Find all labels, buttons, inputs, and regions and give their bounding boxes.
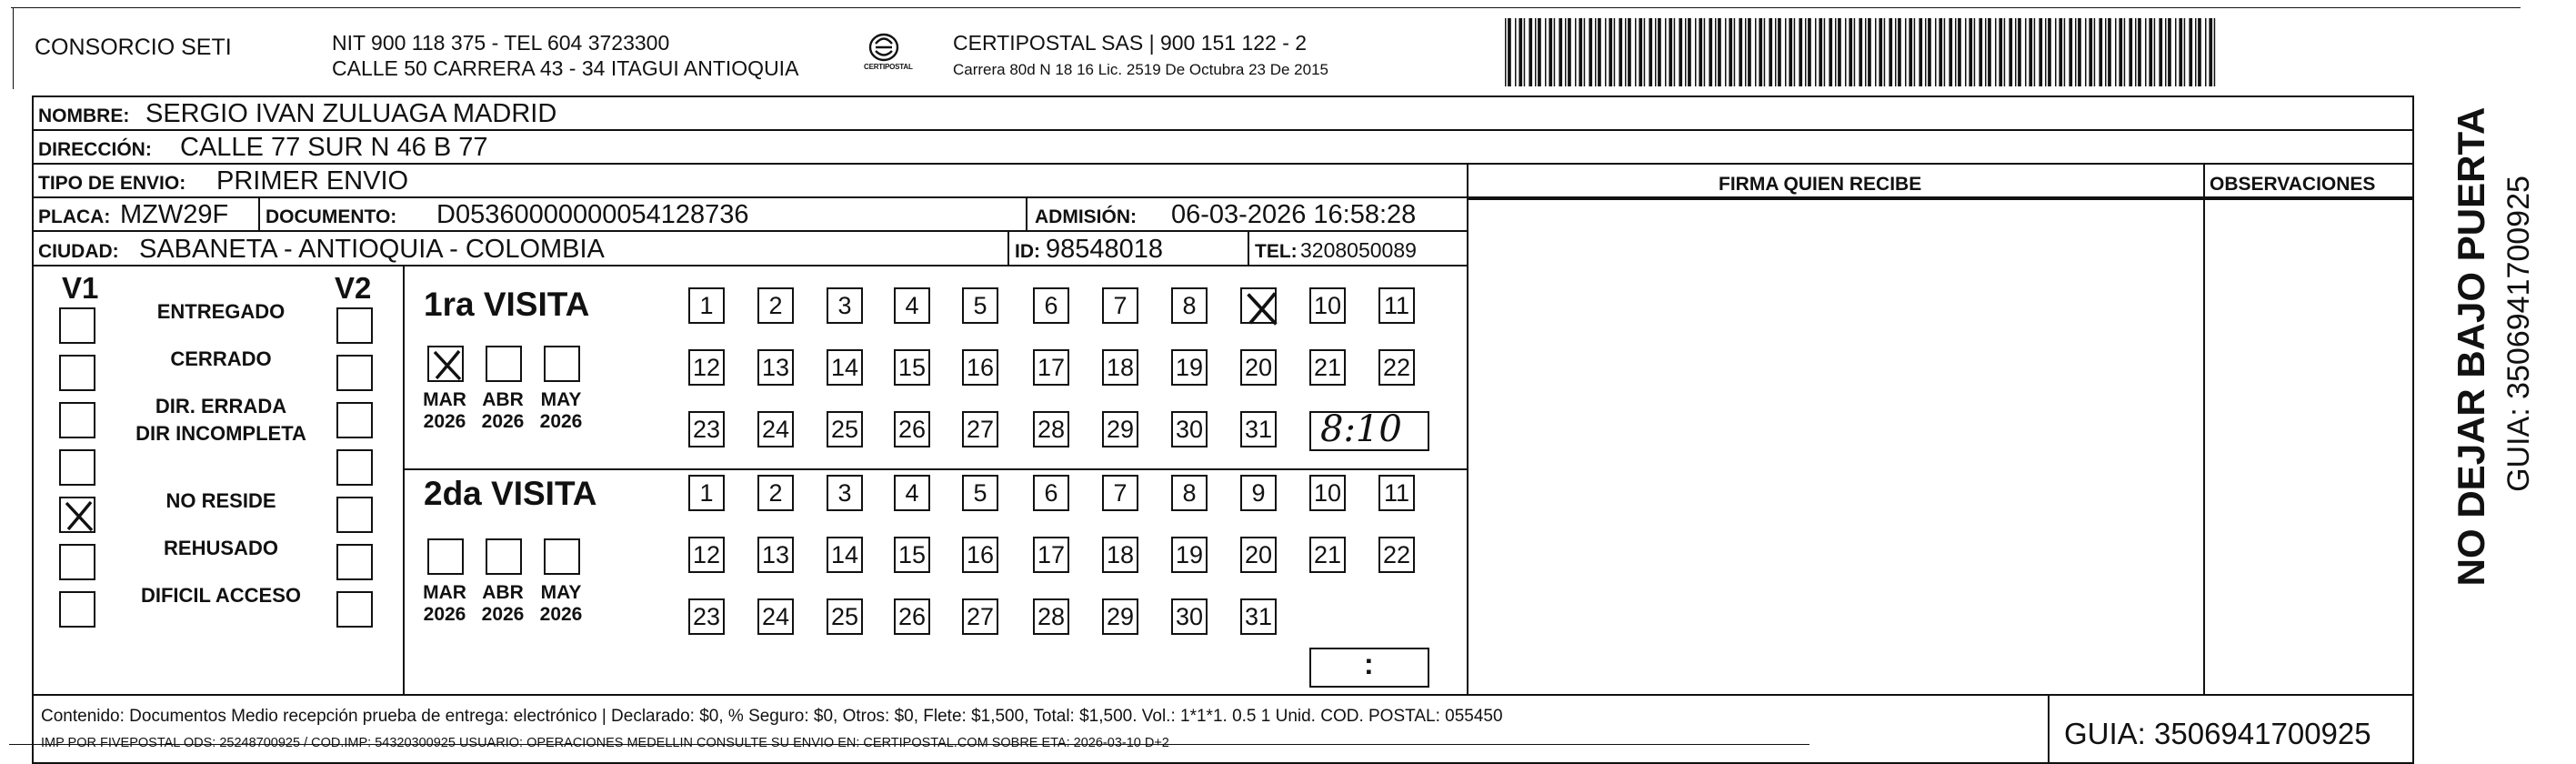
v1-checkbox[interactable]	[59, 591, 95, 628]
tipo-envio-value: PRIMER ENVIO	[216, 166, 409, 196]
day-checkbox[interactable]: 17	[1033, 349, 1069, 386]
day-checkbox[interactable]: 25	[827, 411, 863, 447]
day-checkbox[interactable]: 5	[962, 475, 998, 511]
barcode-bar	[2175, 18, 2177, 86]
barcode	[1505, 18, 2232, 86]
month-checkbox[interactable]	[427, 346, 464, 382]
barcode-bar	[1969, 18, 1972, 86]
barcode-bar	[1914, 18, 1916, 86]
barcode-bar	[1655, 18, 1657, 86]
v2-checkbox[interactable]	[336, 355, 373, 391]
barcode-bar	[1925, 18, 1927, 86]
second-visit-title: 2da VISITA	[424, 475, 597, 512]
documento-value: D05360000000054128736	[436, 200, 749, 229]
barcode-bar	[1995, 18, 1997, 86]
day-checkbox[interactable]: 2	[757, 475, 794, 511]
barcode-bar	[1554, 18, 1556, 86]
barcode-bar	[2004, 18, 2006, 86]
barcode-bar	[1549, 18, 1552, 86]
day-checkbox[interactable]: 18	[1102, 349, 1138, 386]
status-reason-label: DIR INCOMPLETA	[135, 422, 306, 445]
x-mark-icon	[1242, 289, 1282, 329]
barcode-bar	[2099, 18, 2102, 86]
v2-checkbox[interactable]	[336, 591, 373, 628]
barcode-bar	[1965, 18, 1967, 86]
day-checkbox[interactable]: 9	[1240, 475, 1277, 511]
direccion-label: DIRECCIÓN:	[38, 139, 152, 160]
v2-checkbox[interactable]	[336, 402, 373, 438]
month-label: MAR 2026	[423, 582, 466, 626]
barcode-bar	[2129, 18, 2132, 86]
barcode-bar	[1505, 18, 1507, 86]
status-reason-label: NO RESIDE	[165, 489, 276, 512]
v2-checkbox[interactable]	[336, 544, 373, 580]
day-checkbox[interactable]: 21	[1309, 349, 1346, 386]
day-checkbox[interactable]: 26	[894, 411, 930, 447]
v1-checkbox[interactable]	[59, 449, 95, 486]
nombre-label: NOMBRE:	[38, 106, 130, 126]
barcode-bar	[1529, 18, 1532, 86]
month-checkbox[interactable]	[427, 538, 464, 575]
barcode-bar	[1909, 18, 1912, 86]
ciudad-label: CIUDAD:	[38, 241, 119, 262]
barcode-bar	[1669, 18, 1672, 86]
barcode-bar	[1745, 18, 1747, 86]
barcode-bar	[1665, 18, 1667, 86]
day-checkbox[interactable]: 23	[688, 598, 725, 635]
day-checkbox[interactable]: 17	[1033, 537, 1069, 573]
v1-checkbox[interactable]	[59, 307, 95, 344]
barcode-bar	[1658, 18, 1661, 86]
day-checkbox[interactable]: 6	[1033, 475, 1069, 511]
footer-guia: GUIA: 3506941700925	[2064, 717, 2371, 750]
barcode-bar	[1808, 18, 1811, 86]
day-checkbox[interactable]: 10	[1309, 287, 1346, 324]
barcode-bar	[1755, 18, 1757, 86]
v2-checkbox[interactable]	[336, 497, 373, 533]
barcode-bar	[2029, 18, 2032, 86]
first-visit-time: 8:10	[1320, 408, 1402, 450]
barcode-bar	[1789, 18, 1792, 86]
barcode-bar	[1535, 18, 1537, 86]
day-checkbox[interactable]: 21	[1309, 537, 1346, 573]
barcode-bar	[2039, 18, 2042, 86]
day-checkbox[interactable]: 10	[1309, 475, 1346, 511]
barcode-bar	[1579, 18, 1582, 86]
day-checkbox[interactable]: 3	[827, 287, 863, 324]
barcode-bar	[1955, 18, 1957, 86]
day-checkbox[interactable]: 16	[962, 349, 998, 386]
barcode-bar	[1685, 18, 1687, 86]
status-reason-label: DIR. ERRADA	[155, 395, 287, 417]
barcode-bar	[1674, 18, 1676, 86]
barcode-bar	[1704, 18, 1706, 86]
barcode-bar	[2069, 18, 2072, 86]
barcode-bar	[2018, 18, 2021, 86]
barcode-bar	[1725, 18, 1727, 86]
barcode-bar	[1538, 18, 1541, 86]
barcode-bar	[1884, 18, 1886, 86]
v1-label: V1	[62, 271, 99, 305]
day-checkbox[interactable]: 19	[1171, 349, 1208, 386]
direccion-value: CALLE 77 SUR N 46 B 77	[180, 133, 488, 162]
barcode-bar	[2059, 18, 2062, 86]
admision-label: ADMISIÓN:	[1035, 206, 1137, 227]
barcode-bar	[1575, 18, 1577, 86]
day-checkbox[interactable]: 13	[757, 537, 794, 573]
day-checkbox[interactable]: 26	[894, 598, 930, 635]
barcode-bar	[2124, 18, 2126, 86]
day-checkbox[interactable]: 15	[894, 537, 930, 573]
v1-checkbox[interactable]	[59, 544, 95, 580]
barcode-bar	[1985, 18, 1987, 86]
barcode-bar	[2179, 18, 2182, 86]
barcode-bar	[1729, 18, 1732, 86]
barcode-bar	[2075, 18, 2077, 86]
barcode-bar	[1644, 18, 1646, 86]
barcode-bar	[2048, 18, 2051, 86]
barcode-bar	[1794, 18, 1796, 86]
nombre-value: SERGIO IVAN ZULUAGA MADRID	[145, 99, 557, 128]
barcode-bar	[1875, 18, 1877, 86]
barcode-bar	[2135, 18, 2137, 86]
barcode-bar	[1605, 18, 1607, 86]
day-checkbox[interactable]: 16	[962, 537, 998, 573]
day-checkbox[interactable]: 25	[827, 598, 863, 635]
barcode-bar	[1919, 18, 1922, 86]
day-checkbox[interactable]	[1240, 287, 1277, 324]
barcode-bar	[1584, 18, 1586, 86]
header	[0, 0, 2576, 96]
day-checkbox[interactable]: 14	[827, 349, 863, 386]
barcode-bar	[1829, 18, 1832, 86]
footer-line2: IMP POR FIVEPOSTAL ODS: 25248700925 / COD.IMP: 54320300925 USUARIO: OPERACIONES MEDELLIN CONSULTE SU ENVIO EN: CERTIPOSTAL.COM SOBRE ETA: 2026-03-10 D+2	[41, 736, 1169, 750]
barcode-bar	[2165, 18, 2167, 86]
day-checkbox[interactable]: 24	[757, 411, 794, 447]
certipostal-line1: CERTIPOSTAL SAS | 900 151 122 - 2	[953, 31, 1308, 55]
second-visit-time: :	[1364, 648, 1374, 680]
barcode-bar	[1715, 18, 1717, 86]
barcode-bar	[2034, 18, 2036, 86]
day-checkbox[interactable]: 4	[894, 287, 930, 324]
v1-checkbox[interactable]	[59, 497, 95, 533]
month-checkbox[interactable]	[544, 538, 580, 575]
barcode-bar	[1639, 18, 1642, 86]
certipostal-logo	[857, 29, 911, 79]
barcode-bar	[2108, 18, 2111, 86]
barcode-bar	[2119, 18, 2122, 86]
barcode-bar	[2168, 18, 2171, 86]
day-checkbox[interactable]: 28	[1033, 411, 1069, 447]
v1-checkbox[interactable]	[59, 402, 95, 438]
barcode-bar	[1944, 18, 1946, 86]
barcode-bar	[1759, 18, 1762, 86]
barcode-bar	[1815, 18, 1817, 86]
day-checkbox[interactable]: 30	[1171, 598, 1208, 635]
barcode-bar	[1889, 18, 1892, 86]
address-line: CALLE 50 CARRERA 43 - 34 ITAGUI ANTIOQUIA	[332, 56, 799, 80]
month-label: ABR 2026	[481, 582, 525, 626]
certipostal-line2: Carrera 80d N 18 16 Lic. 2519 De Octubra 23 De 2015	[953, 61, 1328, 78]
logo-text: CERTIPOSTAL	[864, 63, 913, 71]
day-checkbox[interactable]: 30	[1171, 411, 1208, 447]
month-label: MAY 2026	[539, 582, 583, 626]
barcode-bar	[2064, 18, 2066, 86]
barcode-bar	[1835, 18, 1837, 86]
v2-label: V2	[335, 271, 372, 305]
barcode-bar	[1824, 18, 1826, 86]
barcode-bar	[2045, 18, 2047, 86]
observaciones-header: OBSERVACIONES	[2210, 174, 2376, 195]
barcode-bar	[1614, 18, 1616, 86]
barcode-bar	[1619, 18, 1622, 86]
barcode-bar	[1775, 18, 1777, 86]
barcode-bar	[1625, 18, 1627, 86]
barcode-bar	[2184, 18, 2186, 86]
barcode-bar	[1949, 18, 1952, 86]
barcode-bar	[1805, 18, 1807, 86]
placa-label: PLACA:	[38, 206, 111, 227]
month-checkbox[interactable]	[486, 346, 522, 382]
barcode-bar	[2149, 18, 2152, 86]
day-checkbox[interactable]: 29	[1102, 598, 1138, 635]
barcode-bar	[1609, 18, 1612, 86]
x-mark-icon	[429, 347, 466, 384]
barcode-bar	[2209, 18, 2212, 86]
barcode-bar	[1679, 18, 1682, 86]
month-label: ABR 2026	[481, 389, 525, 433]
day-checkbox[interactable]: 11	[1378, 475, 1415, 511]
barcode-bar	[1898, 18, 1901, 86]
day-checkbox[interactable]: 11	[1378, 287, 1415, 324]
day-checkbox[interactable]: 29	[1102, 411, 1138, 447]
id-value: 98548018	[1046, 235, 1164, 264]
x-mark-icon	[61, 498, 97, 535]
barcode-bar	[2198, 18, 2201, 86]
barcode-bar	[1519, 18, 1522, 86]
barcode-bar	[1688, 18, 1691, 86]
status-reason-label: ENTREGADO	[156, 300, 286, 323]
footer-line1: Contenido: Documentos Medio recepción prueba de entrega: electrónico | Declarado: $0, % Seguro: $0, Otros: $0, Flete: $1,500, Total: $1,500. Vol.: 1*1*1. 0.5 1 Unid. COD. POSTAL: 055450	[41, 707, 1503, 726]
barcode-bar	[1734, 18, 1736, 86]
side-no-dejar: NO DEJAR BAJO PUERTA	[2450, 106, 2492, 587]
barcode-bar	[1895, 18, 1897, 86]
day-checkbox[interactable]: 20	[1240, 537, 1277, 573]
day-checkbox[interactable]: 13	[757, 349, 794, 386]
barcode-bar	[1739, 18, 1742, 86]
day-checkbox[interactable]: 22	[1378, 537, 1415, 573]
barcode-bar	[2145, 18, 2147, 86]
day-checkbox[interactable]: 1	[688, 287, 725, 324]
barcode-bar	[1865, 18, 1867, 86]
status-reason-label: DIFICIL ACCESO	[140, 584, 301, 607]
barcode-bar	[2189, 18, 2192, 86]
tel-label: TEL:	[1255, 241, 1298, 262]
barcode-bar	[1974, 18, 1976, 86]
barcode-bar	[1589, 18, 1592, 86]
day-checkbox[interactable]: 28	[1033, 598, 1069, 635]
barcode-bar	[2154, 18, 2156, 86]
month-label: MAR 2026	[423, 389, 466, 433]
day-checkbox[interactable]: 4	[894, 475, 930, 511]
barcode-bar	[1769, 18, 1772, 86]
barcode-bar	[1709, 18, 1712, 86]
barcode-bar	[2055, 18, 2057, 86]
barcode-bar	[1838, 18, 1841, 86]
day-checkbox[interactable]: 3	[827, 475, 863, 511]
barcode-bar	[1778, 18, 1781, 86]
barcode-bar	[1939, 18, 1942, 86]
day-checkbox[interactable]: 15	[894, 349, 930, 386]
day-checkbox[interactable]: 2	[757, 287, 794, 324]
day-checkbox[interactable]: 31	[1240, 598, 1277, 635]
barcode-bar	[1845, 18, 1847, 86]
day-checkbox[interactable]: 7	[1102, 287, 1138, 324]
barcode-bar	[2009, 18, 2012, 86]
side-text	[2419, 106, 2536, 646]
barcode-bar	[2105, 18, 2107, 86]
day-checkbox[interactable]: 14	[827, 537, 863, 573]
day-checkbox[interactable]: 31	[1240, 411, 1277, 447]
barcode-bar	[2094, 18, 2096, 86]
barcode-bar	[1595, 18, 1597, 86]
barcode-bar	[2015, 18, 2017, 86]
barcode-bar	[1879, 18, 1882, 86]
barcode-bar	[2159, 18, 2162, 86]
barcode-bar	[1508, 18, 1511, 86]
day-checkbox[interactable]: 27	[962, 411, 998, 447]
barcode-bar	[1785, 18, 1787, 86]
side-guia: GUIA: 3506941700925	[2501, 176, 2536, 492]
admision-value: 06-03-2026 16:58:28	[1171, 200, 1417, 229]
barcode-bar	[1764, 18, 1766, 86]
barcode-bar	[1559, 18, 1562, 86]
barcode-bar	[2025, 18, 2027, 86]
month-label: MAY 2026	[539, 389, 583, 433]
placa-value: MZW29F	[120, 200, 229, 229]
barcode-bar	[1859, 18, 1862, 86]
first-visit-title: 1ra VISITA	[424, 286, 590, 323]
day-checkbox[interactable]: 8	[1171, 287, 1208, 324]
tel-value: 3208050089	[1300, 238, 1417, 262]
tipo-envio-label: TIPO DE ENVIO:	[38, 173, 186, 194]
status-reason-label: CERRADO	[170, 347, 272, 370]
barcode-bar	[1695, 18, 1697, 86]
barcode-bar	[1849, 18, 1852, 86]
barcode-bar	[1748, 18, 1751, 86]
barcode-bar	[2195, 18, 2197, 86]
ciudad-value: SABANETA - ANTIOQUIA - COLOMBIA	[139, 235, 605, 264]
barcode-bar	[1819, 18, 1822, 86]
day-checkbox[interactable]: 8	[1171, 475, 1208, 511]
barcode-bar	[1598, 18, 1601, 86]
barcode-bar	[1988, 18, 1991, 86]
day-checkbox[interactable]: 23	[688, 411, 725, 447]
day-checkbox[interactable]: 27	[962, 598, 998, 635]
barcode-bar	[1515, 18, 1517, 86]
company-name: CONSORCIO SETI	[35, 35, 232, 60]
firma-header: FIRMA QUIEN RECIBE	[1719, 174, 1922, 195]
day-checkbox[interactable]: 5	[962, 287, 998, 324]
v2-checkbox[interactable]	[336, 307, 373, 344]
barcode-bar	[1524, 18, 1526, 86]
nit-line: NIT 900 118 375 - TEL 604 3723300	[332, 31, 670, 55]
barcode-bar	[1854, 18, 1856, 86]
barcode-bar	[1718, 18, 1721, 86]
barcode-bar	[1905, 18, 1907, 86]
v1-checkbox[interactable]	[59, 355, 95, 391]
day-checkbox[interactable]: 18	[1102, 537, 1138, 573]
barcode-bar	[1628, 18, 1631, 86]
day-checkbox[interactable]: 19	[1171, 537, 1208, 573]
barcode-bar	[1635, 18, 1637, 86]
barcode-bar	[2138, 18, 2141, 86]
barcode-bar	[1928, 18, 1931, 86]
month-checkbox[interactable]	[486, 538, 522, 575]
barcode-bar	[1565, 18, 1567, 86]
id-label: ID:	[1015, 241, 1040, 262]
barcode-bar	[2078, 18, 2081, 86]
barcode-bar	[1935, 18, 1937, 86]
barcode-bar	[2115, 18, 2117, 86]
barcode-bar	[1979, 18, 1982, 86]
barcode-bar	[2214, 18, 2216, 86]
status-reason-label: REHUSADO	[164, 537, 278, 559]
barcode-bar	[1799, 18, 1802, 86]
day-checkbox[interactable]: 20	[1240, 349, 1277, 386]
barcode-bar	[1649, 18, 1652, 86]
v2-checkbox[interactable]	[336, 449, 373, 486]
day-checkbox[interactable]: 12	[688, 349, 725, 386]
day-checkbox[interactable]: 22	[1378, 349, 1415, 386]
barcode-bar	[1958, 18, 1961, 86]
barcode-bar	[1999, 18, 2002, 86]
barcode-bar	[2205, 18, 2207, 86]
barcode-bar	[1568, 18, 1571, 86]
day-checkbox[interactable]: 6	[1033, 287, 1069, 324]
barcode-bar	[2089, 18, 2092, 86]
day-checkbox[interactable]: 7	[1102, 475, 1138, 511]
documento-label: DOCUMENTO:	[266, 206, 397, 227]
barcode-bar	[1545, 18, 1547, 86]
barcode-bar	[1868, 18, 1871, 86]
barcode-bar	[2085, 18, 2087, 86]
barcode-bar	[1699, 18, 1702, 86]
month-checkbox[interactable]	[544, 346, 580, 382]
day-checkbox[interactable]: 24	[757, 598, 794, 635]
day-checkbox[interactable]: 12	[688, 537, 725, 573]
day-checkbox[interactable]: 1	[688, 475, 725, 511]
